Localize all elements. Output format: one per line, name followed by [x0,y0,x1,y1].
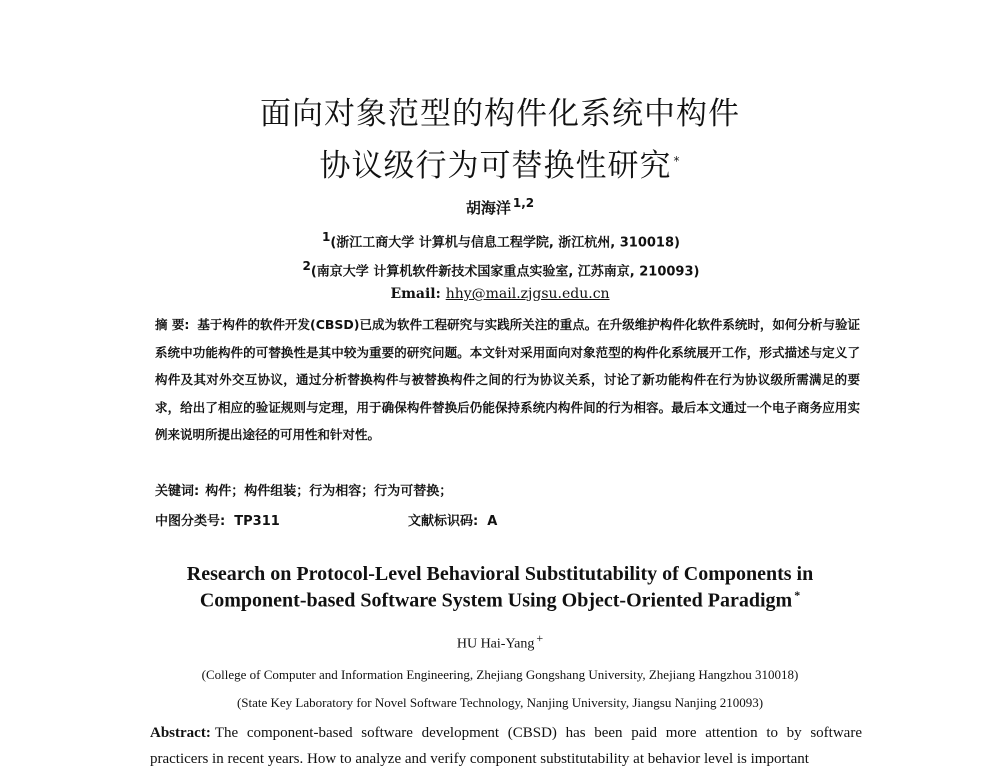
english-title-line-1: Research on Protocol-Level Behavioral Substitutability of Components in [186,563,814,585]
classification-number: 中图分类号: TP311 [155,514,280,529]
english-affiliation-2: (State Key Laboratory for Novel Software Technology, Nanjing University, Jiangsu Nanjing 210093) [236,695,764,710]
email-label: Email: [390,286,441,302]
chinese-abstract [155,311,860,449]
chinese-abstract-text: 基于构件的软件开发(CBSD)已成为软件工程研究与实践所关注的重点。在升级维护构件化软件系统时，如何分析与验证系统中功能构件的可替换性是其中较为重要的研究问题。本文针对采用面向对象范型的构件化系统展开工作，形式描述与定义了构件及其对外交互协议，通过分析替换构件与被替换构件之间的行为协议关系，讨论了新功能构件在行为协议级所需满足的要求，给出了相应的验证规则与定理，用于确保构件替换后仍能保持系统内构件间的行为相容。最后本文通过一个电子商务应用实例来说明所提出途径的可用性和针对性。 [155,317,860,442]
email-line [0,286,1000,302]
document-code: 文献标识码: A [408,514,498,529]
english-author: HU Hai-Yang + [456,631,544,652]
chinese-title-line-2: 协议级行为可替换性研究 * [319,148,681,184]
english-abstract [150,720,862,772]
english-abstract-text: The component-based software development (CBSD) has been paid more attention to by software practicers in recent years. How to analyze and verify component substitutability at behavior level is important [150,725,862,767]
english-abstract-label: Abstract: [150,725,211,741]
chinese-affiliation-1: 1(浙江工商大学 计算机与信息工程学院, 浙江杭州, 310018) [322,230,680,251]
chinese-author: 胡海洋 $^{1,2}$ [465,196,535,217]
chinese-abstract-label: 摘 要: [155,317,190,332]
chinese-title-line-1: 面向对象范型的构件化系统中构件 [260,96,740,132]
email-address-link[interactable]: hhy@mail.zjgsu.edu.cn [445,286,610,302]
chinese-keywords: 关键词: 构件；构件组装；行为相容；行为可替换； [155,484,453,499]
english-affiliation-1: (College of Computer and Information Engineering, Zhejiang Gongshang University, Zhejiang Hangzhou 310018) [201,667,799,682]
english-title-line-2: Component-based Software System Using Object-Oriented Paradigm * [199,588,801,612]
title-footnote-mark: * [673,153,681,168]
chinese-affiliation-2: 2(南京大学 计算机软件新技术国家重点实验室, 江苏南京, 210093) [302,259,700,280]
